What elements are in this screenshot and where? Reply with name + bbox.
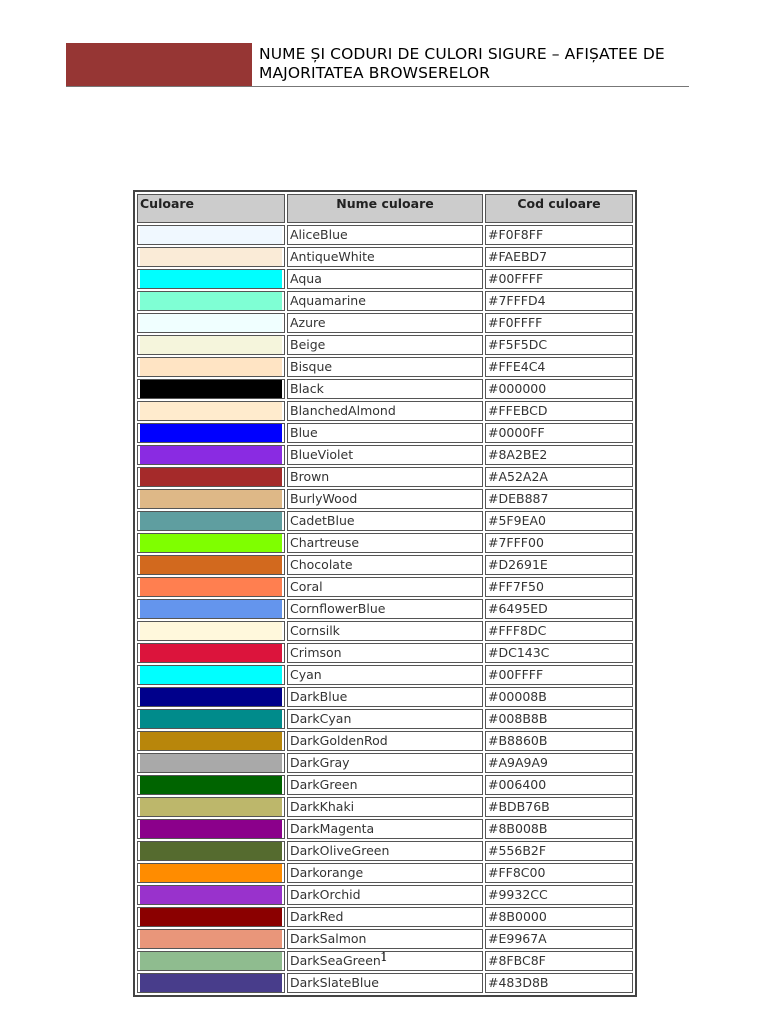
table-row <box>137 489 633 509</box>
color-name-cell: Coral <box>287 577 483 597</box>
color-swatch <box>140 842 282 860</box>
color-code-cell: #FAEBD7 <box>485 247 633 267</box>
color-name-cell: Aqua <box>287 269 483 289</box>
color-swatch <box>140 864 282 882</box>
color-code-cell: #483D8B <box>485 973 633 993</box>
color-swatch-cell <box>137 423 285 443</box>
color-swatch-cell <box>137 225 285 245</box>
color-swatch-cell <box>137 841 285 861</box>
color-name-cell: DarkGray <box>287 753 483 773</box>
color-swatch <box>140 512 282 530</box>
color-swatch <box>140 688 282 706</box>
color-name-cell: DarkRed <box>287 907 483 927</box>
color-swatch-cell <box>137 291 285 311</box>
color-name-cell: DarkGreen <box>287 775 483 795</box>
color-swatch-cell <box>137 555 285 575</box>
table-row <box>137 731 633 751</box>
color-swatch-cell <box>137 665 285 685</box>
color-code-cell: #000000 <box>485 379 633 399</box>
header-divider <box>66 86 689 87</box>
color-code-cell: #006400 <box>485 775 633 795</box>
color-table <box>133 190 637 997</box>
color-code-cell: #F5F5DC <box>485 335 633 355</box>
color-swatch <box>140 622 282 640</box>
color-name-cell: Brown <box>287 467 483 487</box>
color-swatch-cell <box>137 775 285 795</box>
color-name-cell: DarkSeaGreen <box>287 951 483 971</box>
table-row <box>137 775 633 795</box>
color-swatch <box>140 534 282 552</box>
color-name-cell: Blue <box>287 423 483 443</box>
color-code-cell: #00FFFF <box>485 665 633 685</box>
color-swatch <box>140 490 282 508</box>
table-row <box>137 357 633 377</box>
table-row <box>137 269 633 289</box>
color-swatch <box>140 226 282 244</box>
table-row <box>137 247 633 267</box>
table-row <box>137 621 633 641</box>
color-code-cell: #00008B <box>485 687 633 707</box>
color-name-cell: Chartreuse <box>287 533 483 553</box>
color-swatch-cell <box>137 731 285 751</box>
table-row <box>137 885 633 905</box>
color-swatch-cell <box>137 973 285 993</box>
color-code-cell: #D2691E <box>485 555 633 575</box>
table-row <box>137 401 633 421</box>
color-name-cell: Cornsilk <box>287 621 483 641</box>
color-swatch <box>140 336 282 354</box>
table-row <box>137 599 633 619</box>
table-row <box>137 709 633 729</box>
color-name-cell: DarkBlue <box>287 687 483 707</box>
color-swatch <box>140 446 282 464</box>
color-swatch <box>140 798 282 816</box>
color-name-cell: BlueViolet <box>287 445 483 465</box>
color-swatch-cell <box>137 533 285 553</box>
color-name-cell: Azure <box>287 313 483 333</box>
color-swatch-cell <box>137 467 285 487</box>
color-swatch <box>140 270 282 288</box>
table-row <box>137 445 633 465</box>
color-swatch <box>140 732 282 750</box>
color-swatch <box>140 974 282 992</box>
column-header-code: Cod culoare <box>485 194 633 223</box>
table-row <box>137 533 633 553</box>
color-swatch-cell <box>137 643 285 663</box>
color-swatch <box>140 424 282 442</box>
color-code-cell: #00FFFF <box>485 269 633 289</box>
color-swatch-cell <box>137 687 285 707</box>
color-code-cell: #5F9EA0 <box>485 511 633 531</box>
table-row <box>137 797 633 817</box>
color-name-cell: BlanchedAlmond <box>287 401 483 421</box>
color-code-cell: #8FBC8F <box>485 951 633 971</box>
table-row <box>137 687 633 707</box>
color-swatch-cell <box>137 863 285 883</box>
color-swatch-cell <box>137 489 285 509</box>
table-row <box>137 929 633 949</box>
color-code-cell: #FFEBCD <box>485 401 633 421</box>
color-code-cell: #556B2F <box>485 841 633 861</box>
color-code-cell: #FFE4C4 <box>485 357 633 377</box>
table-row <box>137 643 633 663</box>
color-swatch <box>140 820 282 838</box>
page-number: 1 <box>380 950 388 964</box>
color-swatch <box>140 908 282 926</box>
header-color-bar <box>66 43 252 86</box>
color-swatch <box>140 380 282 398</box>
color-name-cell: DarkSlateBlue <box>287 973 483 993</box>
color-name-cell: Crimson <box>287 643 483 663</box>
color-code-cell: #0000FF <box>485 423 633 443</box>
color-swatch-cell <box>137 709 285 729</box>
color-name-cell: Bisque <box>287 357 483 377</box>
color-swatch <box>140 600 282 618</box>
color-code-cell: #F0FFFF <box>485 313 633 333</box>
color-swatch <box>140 556 282 574</box>
table-row <box>137 973 633 993</box>
table-row <box>137 313 633 333</box>
color-swatch-cell <box>137 929 285 949</box>
column-header-name: Nume culoare <box>287 194 483 223</box>
table-header-row <box>137 194 633 223</box>
table-row <box>137 907 633 927</box>
color-name-cell: BurlyWood <box>287 489 483 509</box>
color-name-cell: DarkCyan <box>287 709 483 729</box>
table-row <box>137 511 633 531</box>
color-swatch <box>140 248 282 266</box>
color-name-cell: CadetBlue <box>287 511 483 531</box>
color-code-cell: #FFF8DC <box>485 621 633 641</box>
color-swatch <box>140 666 282 684</box>
color-name-cell: Darkorange <box>287 863 483 883</box>
color-name-cell: DarkMagenta <box>287 819 483 839</box>
table-row <box>137 225 633 245</box>
table-row <box>137 467 633 487</box>
color-swatch-cell <box>137 379 285 399</box>
color-swatch <box>140 468 282 486</box>
color-swatch-cell <box>137 313 285 333</box>
color-code-cell: #A9A9A9 <box>485 753 633 773</box>
table-row <box>137 379 633 399</box>
color-name-cell: Aquamarine <box>287 291 483 311</box>
color-swatch <box>140 930 282 948</box>
color-code-cell: #A52A2A <box>485 467 633 487</box>
color-code-cell: #B8860B <box>485 731 633 751</box>
color-swatch <box>140 578 282 596</box>
color-swatch-cell <box>137 357 285 377</box>
color-name-cell: AliceBlue <box>287 225 483 245</box>
color-swatch <box>140 358 282 376</box>
table-row <box>137 577 633 597</box>
table-row <box>137 555 633 575</box>
color-name-cell: CornflowerBlue <box>287 599 483 619</box>
color-code-cell: #8B008B <box>485 819 633 839</box>
color-swatch <box>140 644 282 662</box>
color-swatch-cell <box>137 621 285 641</box>
color-swatch-cell <box>137 819 285 839</box>
color-code-cell: #6495ED <box>485 599 633 619</box>
color-code-cell: #9932CC <box>485 885 633 905</box>
color-code-cell: #8A2BE2 <box>485 445 633 465</box>
color-swatch <box>140 710 282 728</box>
color-code-cell: #008B8B <box>485 709 633 729</box>
color-swatch-cell <box>137 335 285 355</box>
color-swatch <box>140 292 282 310</box>
table-row <box>137 423 633 443</box>
color-code-cell: #7FFF00 <box>485 533 633 553</box>
column-header-color: Culoare <box>137 194 285 223</box>
color-name-cell: Cyan <box>287 665 483 685</box>
color-swatch-cell <box>137 511 285 531</box>
color-swatch <box>140 754 282 772</box>
table-row <box>137 819 633 839</box>
color-swatch-cell <box>137 885 285 905</box>
color-swatch-cell <box>137 577 285 597</box>
table-row <box>137 841 633 861</box>
color-name-cell: DarkGoldenRod <box>287 731 483 751</box>
table-row <box>137 753 633 773</box>
color-name-cell: Black <box>287 379 483 399</box>
color-swatch <box>140 314 282 332</box>
color-name-cell: Chocolate <box>287 555 483 575</box>
table-row <box>137 291 633 311</box>
color-code-cell: #FF8C00 <box>485 863 633 883</box>
color-code-cell: #DEB887 <box>485 489 633 509</box>
color-swatch-cell <box>137 401 285 421</box>
color-swatch-cell <box>137 753 285 773</box>
color-name-cell: DarkKhaki <box>287 797 483 817</box>
table-row <box>137 335 633 355</box>
color-code-cell: #E9967A <box>485 929 633 949</box>
color-swatch-cell <box>137 599 285 619</box>
color-code-cell: #7FFFD4 <box>485 291 633 311</box>
color-swatch-cell <box>137 445 285 465</box>
color-swatch <box>140 776 282 794</box>
table-row <box>137 863 633 883</box>
color-code-cell: #F0F8FF <box>485 225 633 245</box>
table-row <box>137 665 633 685</box>
color-swatch-cell <box>137 797 285 817</box>
color-table-body <box>137 225 633 993</box>
color-code-cell: #FF7F50 <box>485 577 633 597</box>
color-swatch <box>140 402 282 420</box>
color-swatch-cell <box>137 907 285 927</box>
color-name-cell: DarkSalmon <box>287 929 483 949</box>
page-title: NUME ȘI CODURI DE CULORI SIGURE – AFIȘATEE DE MAJORITATEA BROWSERELOR <box>259 45 665 82</box>
color-name-cell: DarkOrchid <box>287 885 483 905</box>
color-swatch <box>140 886 282 904</box>
color-name-cell: DarkOliveGreen <box>287 841 483 861</box>
color-swatch-cell <box>137 247 285 267</box>
color-name-cell: Beige <box>287 335 483 355</box>
color-swatch-cell <box>137 269 285 289</box>
color-code-cell: #8B0000 <box>485 907 633 927</box>
color-name-cell: AntiqueWhite <box>287 247 483 267</box>
color-code-cell: #DC143C <box>485 643 633 663</box>
color-code-cell: #BDB76B <box>485 797 633 817</box>
